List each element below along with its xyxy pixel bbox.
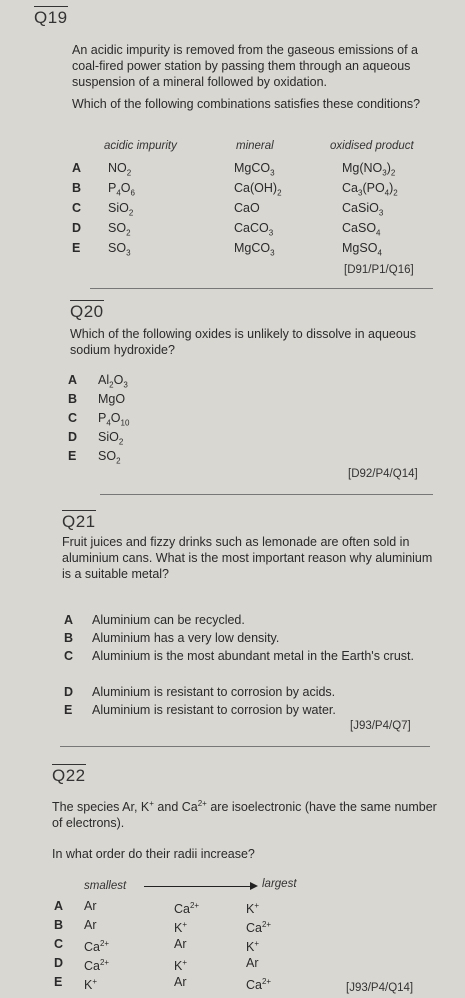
option-letter: C bbox=[68, 411, 78, 425]
middle-cell: K+ bbox=[174, 958, 188, 974]
option-letter: C bbox=[54, 937, 64, 951]
option-letter: B bbox=[68, 392, 78, 406]
product-cell: CaSiO$_3$ bbox=[342, 201, 384, 218]
product-cell: $Mg(NO_3)_2$ bbox=[342, 161, 396, 178]
impurity-cell: $NO_2$ bbox=[108, 161, 132, 178]
smallest-cell: Ar bbox=[84, 899, 97, 913]
option-letter: A bbox=[72, 161, 82, 175]
largest-cell: K+ bbox=[246, 939, 260, 955]
increase-arrow-icon bbox=[144, 886, 256, 887]
q21-reference: [J93/P4/Q7] bbox=[350, 720, 411, 732]
mineral-cell: CaCO$_3$ bbox=[234, 221, 274, 238]
largest-cell: Ar bbox=[246, 956, 259, 970]
option-text: Aluminium is resistant to corrosion by acids. bbox=[92, 685, 336, 699]
option-text: $Al_2O_3$ bbox=[98, 373, 128, 390]
divider bbox=[60, 746, 430, 747]
question-number-q19: Q19 bbox=[34, 8, 68, 27]
option-text: SiO$_2$ bbox=[98, 430, 124, 447]
smallest-cell: $Ca^{2+}$ bbox=[84, 958, 110, 974]
smallest-cell: $Ca^{2+}$ bbox=[84, 939, 110, 955]
impurity-cell: $SO_2$ bbox=[108, 221, 131, 238]
middle-cell: $Ca^{2+}$ bbox=[174, 901, 200, 917]
option-letter: A bbox=[64, 613, 74, 627]
option-letter: D bbox=[68, 430, 78, 444]
q19-question: Which of the following combinations satisfies these conditions? bbox=[72, 97, 421, 111]
q22-smallest-label: smallest bbox=[84, 880, 127, 892]
option-letter: B bbox=[72, 181, 82, 195]
q22-reference: [J93/P4/Q14] bbox=[346, 982, 414, 994]
option-letter: E bbox=[72, 241, 81, 255]
option-letter: E bbox=[68, 449, 77, 463]
option-text: Aluminium has a very low density. bbox=[92, 631, 280, 645]
option-letter: A bbox=[54, 899, 64, 913]
impurity-cell: $P_4O_6$ bbox=[108, 181, 135, 198]
option-text: Aluminium can be recycled. bbox=[92, 613, 245, 627]
product-cell: MgSO$_4$ bbox=[342, 241, 382, 258]
option-text: MgO bbox=[98, 392, 126, 406]
middle-cell: Ar bbox=[174, 937, 187, 951]
option-text: Aluminium is resistant to corrosion by water. bbox=[92, 703, 336, 717]
q19-reference: [D91/P1/Q16] bbox=[344, 264, 414, 276]
option-letter: C bbox=[72, 201, 82, 215]
option-letter: B bbox=[54, 918, 64, 932]
product-cell: $Ca_3(PO_4)_2$ bbox=[342, 181, 398, 198]
mineral-cell: $Ca(OH)_2$ bbox=[234, 181, 282, 198]
middle-cell: Ar bbox=[174, 975, 187, 989]
option-text: $P_4O_{10}$ bbox=[98, 411, 130, 428]
option-letter: D bbox=[54, 956, 64, 970]
q20-question: Which of the following oxides is unlikely to dissolve in aqueous sodium hydroxide? bbox=[70, 327, 417, 357]
question-number-q22: Q22 bbox=[52, 766, 86, 785]
option-letter: C bbox=[64, 649, 74, 663]
option-text: $SO_2$ bbox=[98, 449, 121, 466]
largest-cell: K+ bbox=[246, 901, 260, 917]
question-number-q21: Q21 bbox=[62, 512, 96, 531]
q19-stem: An acidic impurity is removed from the gaseous emissions of a coal-fired power station by passing them through an aqueous suspension of a mineral followed by oxidation. bbox=[72, 43, 418, 89]
product-cell: CaSO$_4$ bbox=[342, 221, 381, 238]
smallest-cell: K+ bbox=[84, 977, 98, 993]
option-letter: E bbox=[54, 975, 63, 989]
q22-question: In what order do their radii increase? bbox=[52, 847, 255, 861]
smallest-cell: Ar bbox=[84, 918, 97, 932]
option-text: Aluminium is the most abundant metal in the Earth's crust. bbox=[92, 649, 414, 663]
largest-cell: $Ca^{2+}$ bbox=[246, 920, 272, 936]
divider bbox=[100, 494, 433, 495]
mineral-cell: MgCO$_3$ bbox=[234, 241, 275, 258]
q21-question: Fruit juices and fizzy drinks such as lemonade are often sold in aluminium cans. What is the most important reason why aluminium is a suitable metal? bbox=[62, 535, 433, 581]
question-number-q20: Q20 bbox=[70, 302, 104, 321]
impurity-cell: $SO_3$ bbox=[108, 241, 131, 258]
largest-cell: $Ca^{2+}$ bbox=[246, 977, 272, 993]
option-letter: D bbox=[64, 685, 74, 699]
option-letter: E bbox=[64, 703, 73, 717]
option-letter: D bbox=[72, 221, 82, 235]
q19-header-product: oxidised product bbox=[330, 140, 414, 152]
middle-cell: K+ bbox=[174, 920, 188, 936]
q19-header-impurity: acidic impurity bbox=[104, 140, 177, 152]
q22-largest-label: largest bbox=[262, 878, 297, 890]
divider bbox=[90, 288, 433, 289]
mineral-cell: CaO bbox=[234, 201, 260, 215]
q20-reference: [D92/P4/Q14] bbox=[348, 468, 418, 480]
q19-header-mineral: mineral bbox=[236, 140, 274, 152]
impurity-cell: SiO$_2$ bbox=[108, 201, 134, 218]
option-letter: A bbox=[68, 373, 78, 387]
q22-stem: The species Ar, K+ and $Ca^{2+}$ are isoelectronic (have the same number of electrons). bbox=[52, 799, 437, 831]
mineral-cell: MgCO$_3$ bbox=[234, 161, 275, 178]
option-letter: B bbox=[64, 631, 74, 645]
